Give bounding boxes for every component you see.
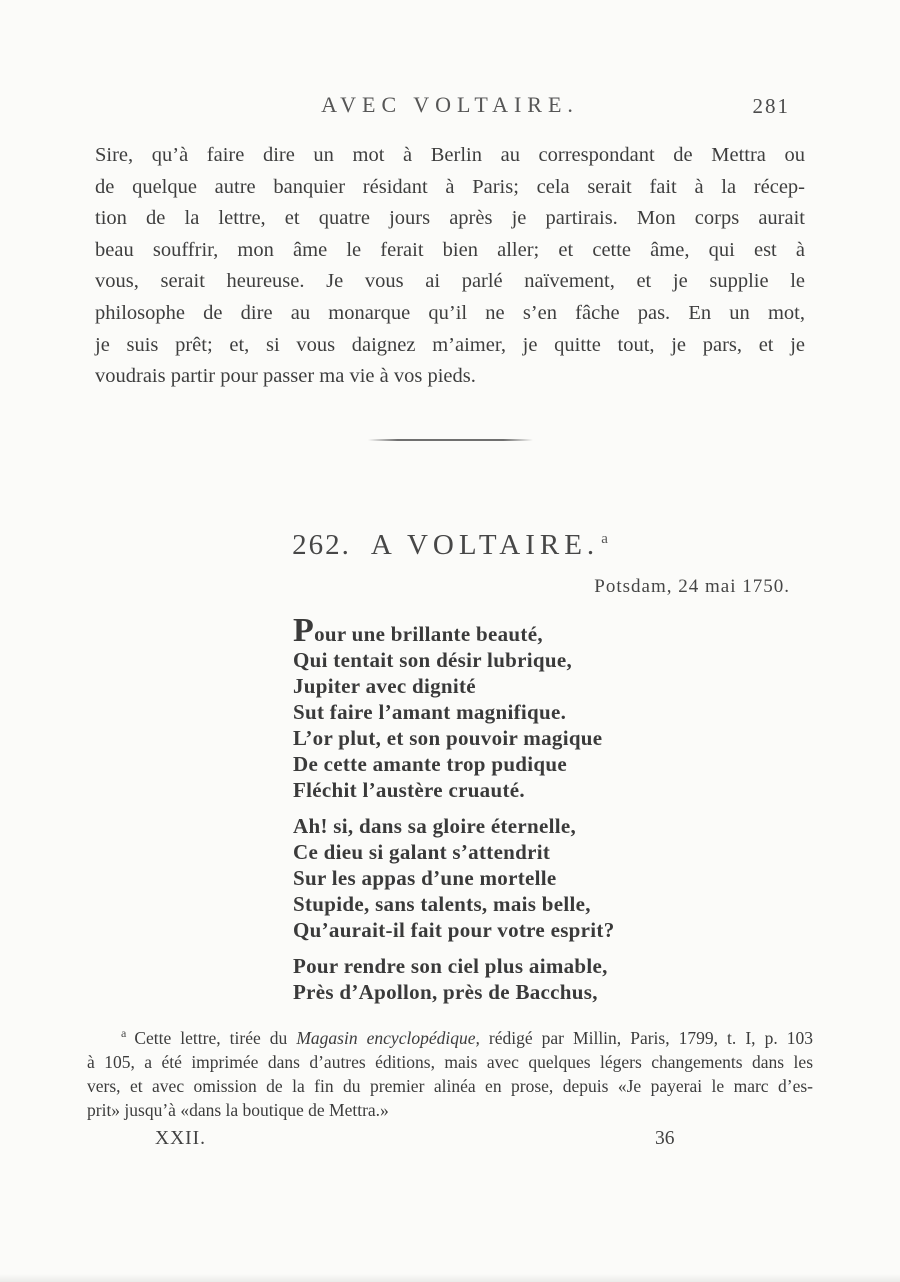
poem [293, 611, 900, 1005]
poem-line: Sut faire l’amant magnifique. [293, 699, 567, 724]
poem-stanza-1 [293, 611, 900, 803]
footnote-marker: a [121, 1025, 127, 1040]
prose-line: philosophe de dire au monarque qu’il ne s’en fâche pas. En un mot, [95, 301, 805, 324]
footnote-line: prit» jusqu’à «dans la boutique de Mettra.» [87, 1100, 389, 1121]
prose-line: de quelque autre banquier résidant à Paris; cela serait fait à la récep- [95, 175, 805, 198]
prose-line: je suis prêt; et, si vous daignez m’aimer, je quitte tout, je pars, et je [95, 333, 805, 356]
page-number: 281 [752, 94, 790, 118]
prose-line: beau souffrir, mon âme le ferait bien aller; et cette âme, qui est à [95, 238, 805, 261]
sheet-signature: 36 [655, 1128, 675, 1150]
prose-line: voudrais partir pour passer ma vie à vos pieds. [95, 365, 476, 388]
poem-line: Ce dieu si galant s’attendrit [293, 839, 551, 864]
volume-signature: XXII. [155, 1128, 207, 1150]
poem-line: Pour rendre son ciel plus aimable, [293, 953, 608, 978]
poem-line: Près d’Apollon, près de Bacchus, [293, 979, 598, 1004]
letter-title: A VOLTAIRE. [370, 528, 600, 561]
poem-line-text: our une brillante beauté, [314, 621, 543, 646]
letter-number: 262. [292, 528, 351, 561]
poem-line: Sur les appas d’une mortelle [293, 865, 557, 890]
poem-line: Qui tentait son désir lubrique, [293, 647, 573, 672]
letter-heading [0, 529, 900, 562]
poem-line: Fléchit l’austère cruauté. [293, 777, 525, 802]
footnote-text: Cette lettre, tirée du [134, 1027, 297, 1048]
poem-stanza-2 [293, 813, 900, 943]
section-divider-rule [368, 439, 533, 441]
running-title: AVEC VOLTAIRE. [321, 92, 579, 117]
prose-line: tion de la lettre, et quatre jours après je partirais. Mon corps aurait [95, 207, 805, 230]
letter-footnote-marker: a [601, 531, 608, 548]
poem-line: L’or plut, et son pouvoir magique [293, 725, 603, 750]
dateline: Potsdam, 24 mai 1750. [594, 575, 790, 597]
footnote-line [87, 1021, 813, 1050]
running-head [0, 0, 900, 118]
poem-line [293, 611, 900, 649]
prose-paragraph [95, 140, 805, 393]
poem-line: Stupide, sans talents, mais belle, [293, 891, 591, 916]
footnote-line: vers, et avec omission de la fin du premier alinéa en prose, depuis «Je payerai le marc d’es- [87, 1075, 813, 1096]
footnote-text: rédigé par Millin, Paris, 1799, t. I, p. 103 [479, 1027, 813, 1048]
poem-line: Qu’aurait-il fait pour votre esprit? [293, 917, 615, 942]
footnote [87, 1021, 813, 1123]
poem-line: Ah! si, dans sa gloire éternelle, [293, 813, 577, 838]
page-footer [0, 1128, 900, 1156]
scan-shadow [0, 1274, 900, 1282]
poem-line: Jupiter avec dignité [293, 673, 476, 698]
poem-line: De cette amante trop pudique [293, 751, 567, 776]
poem-stanza-3 [293, 953, 900, 1005]
drop-cap-initial: P [293, 611, 315, 649]
prose-line: Sire, qu’à faire dire un mot à Berlin au correspondant de Mettra ou [95, 144, 805, 166]
footnote-line: à 105, a été imprimée dans d’autres éditions, mais avec quelques légers changements dans les [87, 1051, 813, 1072]
footnote-cited-work: Magasin encyclopédique, [296, 1027, 480, 1048]
prose-line: vous, serait heureuse. Je vous ai parlé naïvement, et je supplie le [95, 270, 805, 293]
